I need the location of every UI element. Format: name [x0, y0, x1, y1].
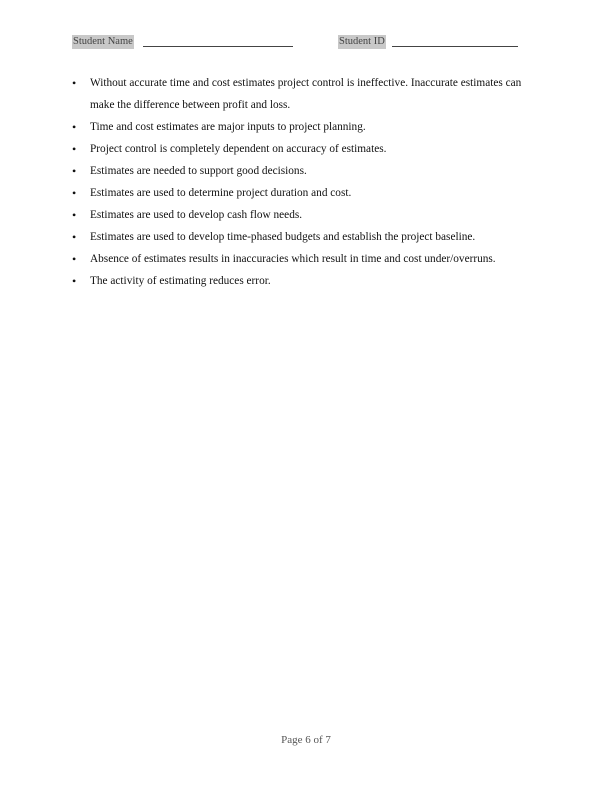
- bullet-item: • Estimates are used to develop time-phased budgets and establish the project baseline.: [72, 226, 542, 248]
- bullet-item: • Time and cost estimates are major inputs to project planning.: [72, 116, 542, 138]
- bullet-item: • Estimates are used to determine project duration and cost.: [72, 182, 542, 204]
- student-id-blank-line: [392, 46, 518, 47]
- bullet-item: • Estimates are needed to support good decisions.: [72, 160, 542, 182]
- bullet-item: • Absence of estimates results in inaccuracies which result in time and cost under/overruns.: [72, 248, 542, 270]
- bullet-item: • Project control is completely dependent on accuracy of estimates.: [72, 138, 542, 160]
- student-id-label: Student ID: [339, 36, 385, 47]
- bullet-item: • Estimates are used to develop cash flow needs.: [72, 204, 542, 226]
- bullet-list: [72, 72, 542, 292]
- student-name-label: Student Name: [73, 36, 133, 47]
- bullet-item: • The activity of estimating reduces error.: [72, 270, 542, 292]
- student-name-blank-line: [143, 46, 293, 47]
- page-number: Page 6 of 7: [281, 734, 331, 746]
- bullet-item: • Without accurate time and cost estimates project control is ineffective. Inaccurate estimates can make the difference between profit and loss.: [72, 72, 542, 116]
- page-header: [0, 35, 612, 49]
